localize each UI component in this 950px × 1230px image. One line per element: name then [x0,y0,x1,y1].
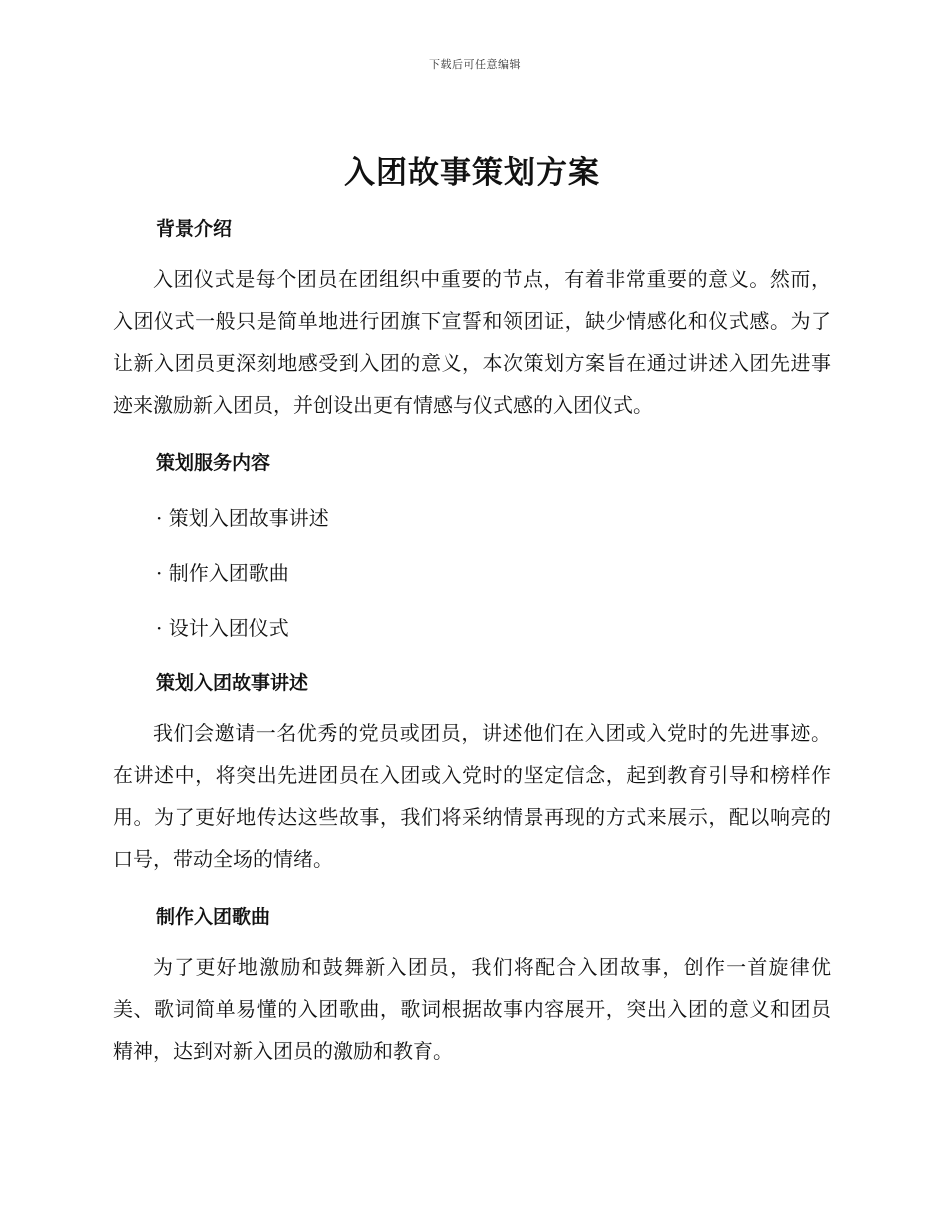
document-title: 入团故事策划方案 [344,155,600,191]
paragraph-story: 我们会邀请一名优秀的党员或团员，讲述他们在入团或入党时的先进事迹。在讲述中，将突出先进团员在入团或入党时的坚定信念，起到教育引导和榜样作用。为了更好地传达这些故事，我们将采纳情景再现的方式来展示，配以响亮的口号，带动全场的情绪。 [113,721,831,871]
spacer [113,880,831,902]
document-content [113,146,831,1072]
section-heading-services: 策划服务内容 [156,452,271,474]
spacer [113,244,831,258]
bullet-item-song: · 制作入团歌曲 [156,561,289,585]
spacer [113,932,831,946]
bullet-item-ceremony: · 设计入团仪式 [156,616,289,640]
spacer [113,426,831,448]
spacer [113,588,831,613]
paragraph-song: 为了更好地激励和鼓舞新入团员，我们将配合入团故事，创作一首旋律优美、歌词简单易懂的入团歌曲，歌词根据故事内容展开，突出入团的意义和团员精神，达到对新入团员的激励和教育。 [113,955,831,1063]
section-heading-story: 策划入团故事讲述 [156,672,309,694]
spacer [113,698,831,712]
spacer [113,643,831,668]
spacer [113,478,831,503]
spacer [113,533,831,558]
paragraph-background: 入团仪式是每个团员在团组织中重要的节点，有着非常重要的意义。然而，入团仪式一般只是简单地进行团旗下宣誓和领团证，缺少情感化和仪式感。为了让新入团员更深刻地感受到入团的意义，本次策划方案旨在通过讲述入团先进事迹来激励新入团员，并创设出更有情感与仪式感的入团仪式。 [113,267,831,417]
section-heading-background: 背景介绍 [156,218,233,240]
header-note: 下载后可任意编辑 [429,58,521,71]
section-heading-song: 制作入团歌曲 [156,906,271,928]
bullet-item-story: · 策划入团故事讲述 [156,506,329,530]
